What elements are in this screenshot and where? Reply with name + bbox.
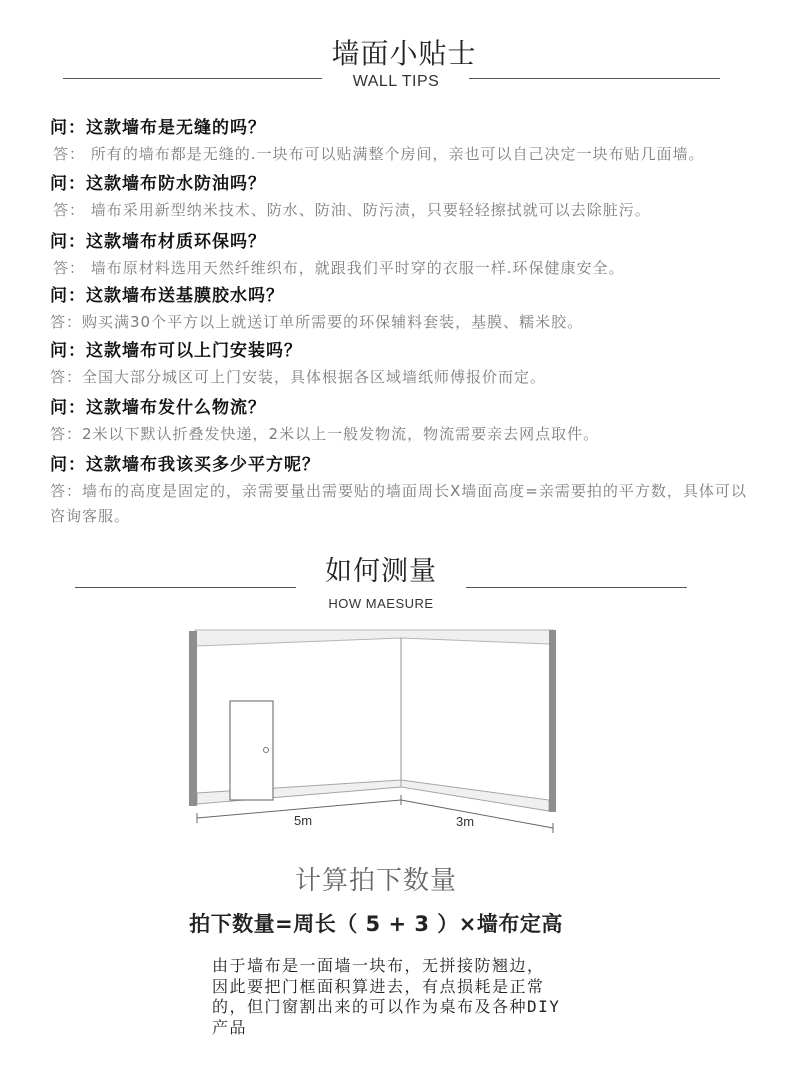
- wall-tips-title: 墙面小贴士: [331, 37, 477, 70]
- faq-answer-line: 答：2米以下默认折叠发快递，2米以上一般发物流，物流需要亲去网点取件。: [50, 425, 600, 443]
- calculation-note-line: 产品: [212, 1017, 248, 1037]
- faq-item: [50, 398, 599, 447]
- how-to-measure-rule-left: [75, 587, 296, 588]
- faq-answer: [50, 198, 651, 223]
- faq-answer: [50, 256, 625, 281]
- calculation-formula: 拍下数量=周长（ 5 + 3 ）×墙布定高: [189, 912, 563, 936]
- how-to-measure-rule-right: [466, 587, 687, 588]
- faq-item: [50, 286, 583, 335]
- how-to-measure-subtitle: HOW MAESURE: [328, 596, 434, 611]
- faq-item: [50, 174, 651, 223]
- left-wall: [197, 638, 401, 804]
- wall-tips-subtitle: WALL TIPS: [352, 73, 440, 90]
- faq-item: [50, 455, 747, 529]
- faq-question: 问：这款墙布防水防油吗？: [50, 174, 266, 194]
- faq-answer: [50, 422, 599, 447]
- calculation-title: 计算拍下数量: [294, 866, 458, 896]
- room-measurement-diagram: [185, 622, 565, 837]
- faq-question: 问：这款墙布发什么物流？: [50, 398, 266, 418]
- faq-answer-line: 答：购买满30个平方以上就送订单所需要的环保辅料套装，基膜、糯米胶。: [50, 313, 584, 331]
- how-to-measure-title: 如何测量: [325, 556, 437, 587]
- faq-answer: [50, 310, 583, 335]
- faq-question: 问：这款墙布送基膜胶水吗？: [50, 286, 284, 306]
- dimension-label-right: 3m: [455, 814, 475, 829]
- faq-item: [50, 341, 546, 390]
- faq-answer-line: 咨询客服。: [50, 507, 131, 525]
- faq-item: [50, 232, 625, 281]
- faq-answer: [50, 479, 747, 529]
- wall-tips-rule-left: [63, 78, 322, 79]
- wall-tips-rule-right: [469, 78, 720, 79]
- faq-answer-line: 答：墙布的高度是固定的，亲需要量出需要贴的墙面周长X墙面高度=亲需要拍的平方数，具体可以: [50, 482, 747, 500]
- faq-item: [50, 118, 705, 167]
- faq-answer: [50, 365, 546, 390]
- right-wall-edge: [549, 630, 556, 812]
- calculation-note-line: 因此要把门框面积算进去，有点损耗是正常: [212, 976, 545, 996]
- faq-answer-line: 答：全国大部分城区可上门安装，具体根据各区域墙纸师傅报价而定。: [50, 368, 547, 386]
- left-wall-edge: [189, 631, 197, 806]
- calculation-note-line: 的，但门窗割出来的可以作为桌布及各种DIY: [212, 997, 561, 1016]
- faq-question: 问：这款墙布材质环保吗？: [50, 232, 266, 252]
- faq-question: 问：这款墙布是无缝的吗？: [50, 118, 266, 138]
- faq-question: 问：这款墙布可以上门安装吗？: [50, 341, 302, 361]
- faq-answer-line: 答： 墙布采用新型纳米技术、防水、防油、防污渍，只要轻轻擦拭就可以去除脏污。: [53, 201, 651, 219]
- calculation-note-line: 由于墙布是一面墙一块布，无拼接防翘边，: [212, 956, 545, 975]
- faq-answer-line: 答： 墙布原材料选用天然纤维织布，就跟我们平时穿的衣服一样.环保健康安全。: [53, 259, 625, 277]
- faq-answer-line: 答： 所有的墙布都是无缝的.一块布可以贴满整个房间，亲也可以自己决定一块布贴几面墙。: [53, 145, 705, 163]
- calculation-note: [212, 956, 560, 1038]
- door-knob: [264, 748, 269, 753]
- faq-question: 问：这款墙布我该买多少平方呢？: [50, 455, 320, 475]
- dimension-label-left: 5m: [293, 813, 313, 828]
- faq-answer: [50, 142, 705, 167]
